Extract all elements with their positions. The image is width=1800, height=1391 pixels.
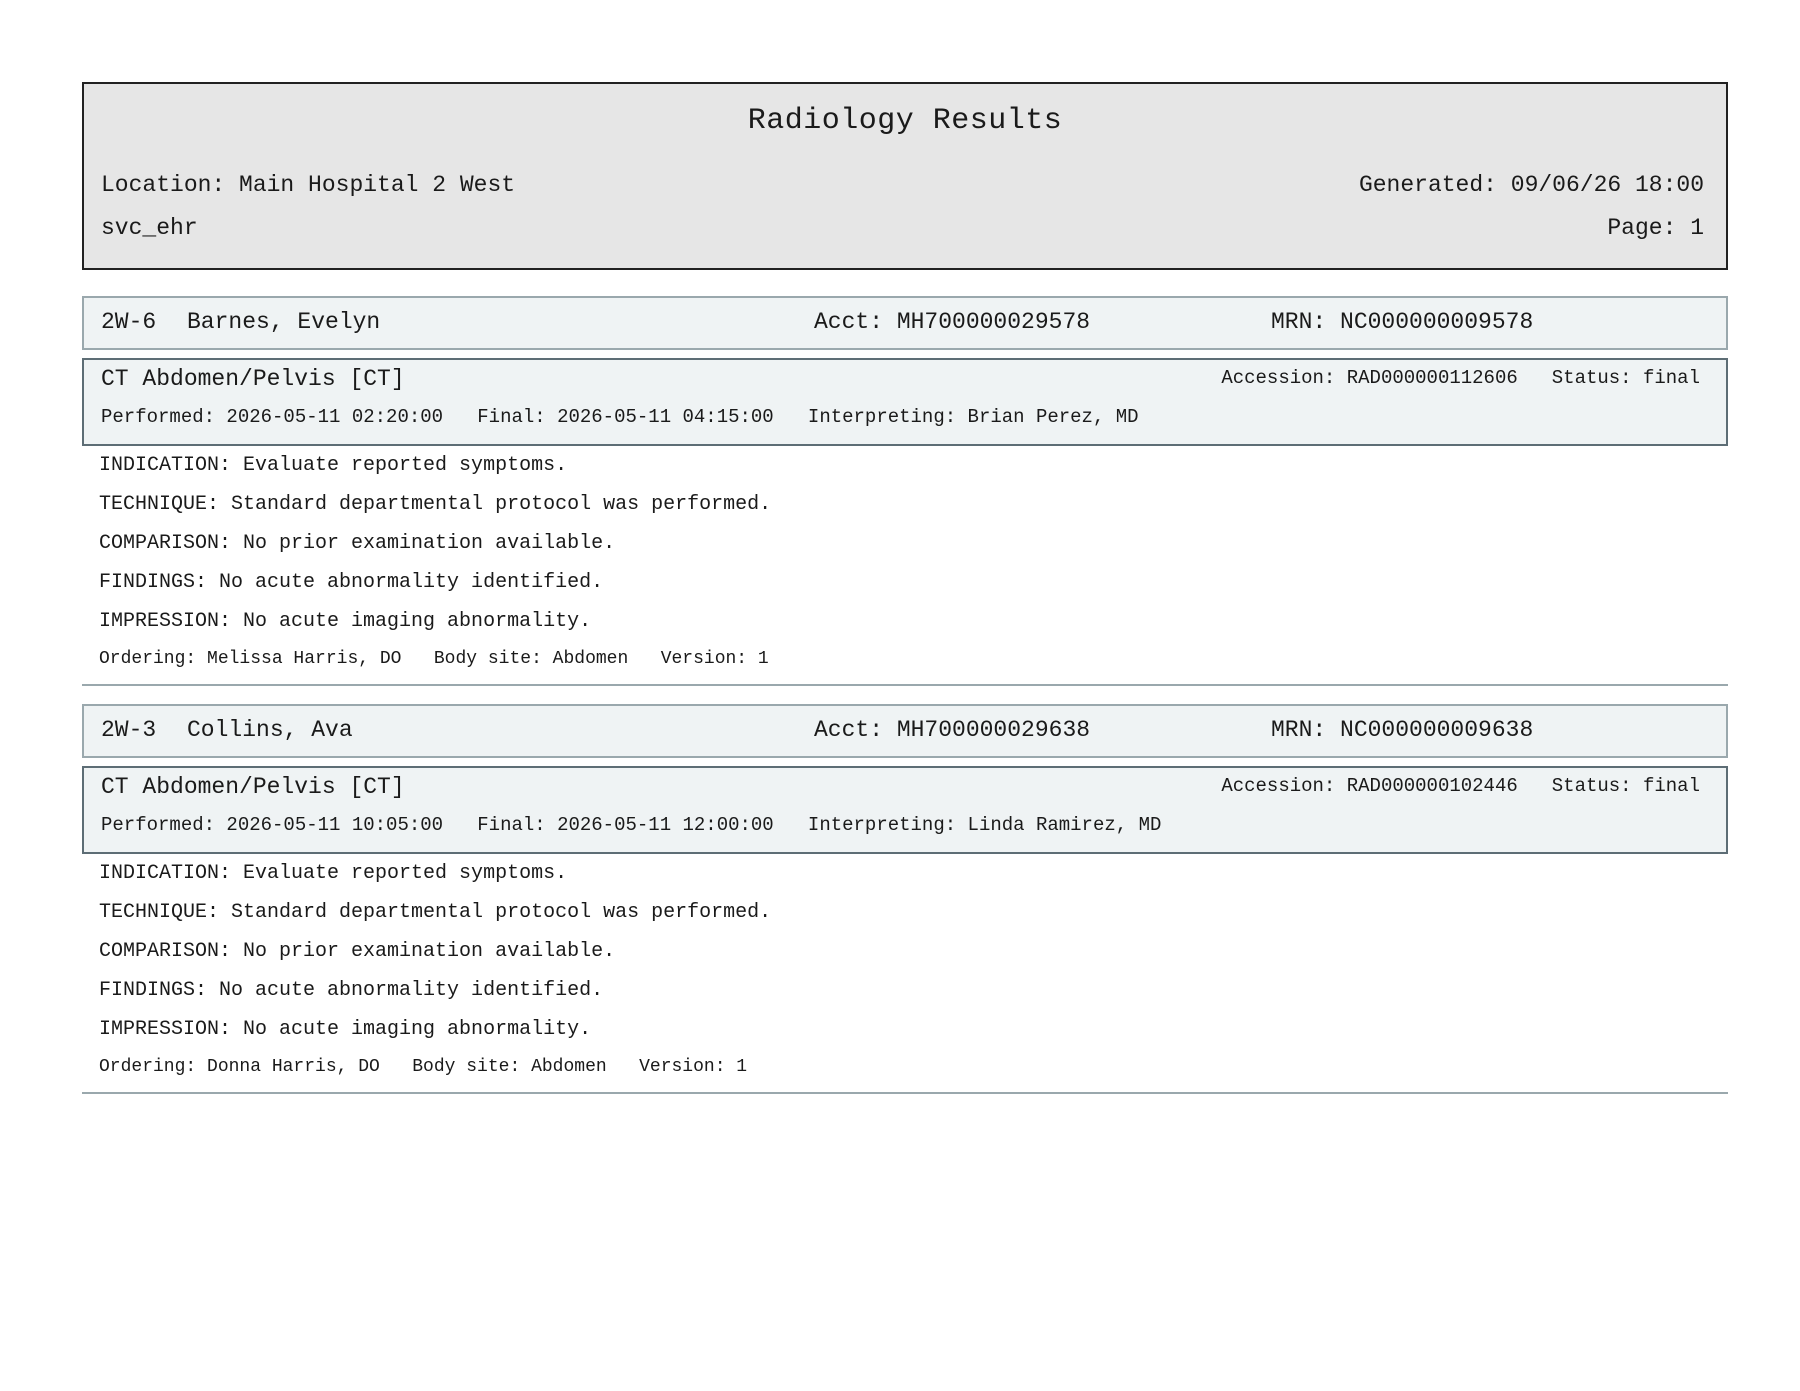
report-technique: TECHNIQUE: Standard departmental protocol was performed. <box>99 493 772 516</box>
patient-record <box>82 296 1728 686</box>
page-number: Page: 1 <box>1607 215 1704 241</box>
report-findings: FINDINGS: No acute abnormality identified. <box>99 979 604 1002</box>
report-indication: INDICATION: Evaluate reported symptoms. <box>99 454 568 477</box>
patient-bar <box>82 704 1728 758</box>
location-label: Location: Main Hospital 2 West <box>101 172 516 198</box>
exam-box <box>82 766 1728 854</box>
report-technique: TECHNIQUE: Standard departmental protocol was performed. <box>99 901 772 924</box>
exam-status: Status: final <box>1551 775 1700 797</box>
exam-meta: Performed: 2026-05-11 02:20:00 Final: 2026-05-11 04:15:00 Interpreting: Brian Perez, MD <box>101 406 1139 428</box>
report-footer: Ordering: Donna Harris, DO Body site: Abdomen Version: 1 <box>99 1057 748 1077</box>
report-footer: Ordering: Melissa Harris, DO Body site: Abdomen Version: 1 <box>99 649 769 669</box>
accession-number: Accession: RAD000000112606 <box>1221 367 1518 389</box>
report-comparison: COMPARISON: No prior examination available. <box>99 532 616 555</box>
patient-account: Acct: MH700000029638 <box>814 717 1091 743</box>
header-row-1 <box>101 172 1704 198</box>
report-header <box>82 82 1728 270</box>
exam-meta: Performed: 2026-05-11 10:05:00 Final: 2026-05-11 12:00:00 Interpreting: Linda Ramirez, MD <box>101 814 1162 836</box>
patient-record <box>82 704 1728 1094</box>
report-body <box>82 854 1728 1094</box>
report-title: Radiology Results <box>747 104 1063 138</box>
accession-number: Accession: RAD000000102446 <box>1221 775 1518 797</box>
report-findings: FINDINGS: No acute abnormality identified. <box>99 571 604 594</box>
patient-name: Collins, Ava <box>187 717 353 743</box>
exam-title: CT Abdomen/Pelvis [CT] <box>101 774 405 800</box>
exam-accession-status <box>1221 367 1700 389</box>
header-row-2 <box>101 215 1704 241</box>
report-body <box>82 446 1728 686</box>
patient-mrn: MRN: NC000000009578 <box>1271 309 1534 335</box>
exam-accession-status <box>1221 775 1700 797</box>
patient-account: Acct: MH700000029578 <box>814 309 1091 335</box>
exam-status: Status: final <box>1551 367 1700 389</box>
report-impression: IMPRESSION: No acute imaging abnormality. <box>99 1018 592 1041</box>
patient-bar <box>82 296 1728 350</box>
report-indication: INDICATION: Evaluate reported symptoms. <box>99 862 568 885</box>
patient-bed: 2W-3 <box>101 717 157 743</box>
exam-title: CT Abdomen/Pelvis [CT] <box>101 366 405 392</box>
exam-box <box>82 358 1728 446</box>
patient-name: Barnes, Evelyn <box>187 309 381 335</box>
report-page <box>82 82 1728 1094</box>
report-comparison: COMPARISON: No prior examination available. <box>99 940 616 963</box>
patient-bed: 2W-6 <box>101 309 157 335</box>
user-id: svc_ehr <box>101 215 198 241</box>
report-impression: IMPRESSION: No acute imaging abnormality. <box>99 610 592 633</box>
patient-mrn: MRN: NC000000009638 <box>1271 717 1534 743</box>
generated-timestamp: Generated: 09/06/26 18:00 <box>1358 172 1704 198</box>
